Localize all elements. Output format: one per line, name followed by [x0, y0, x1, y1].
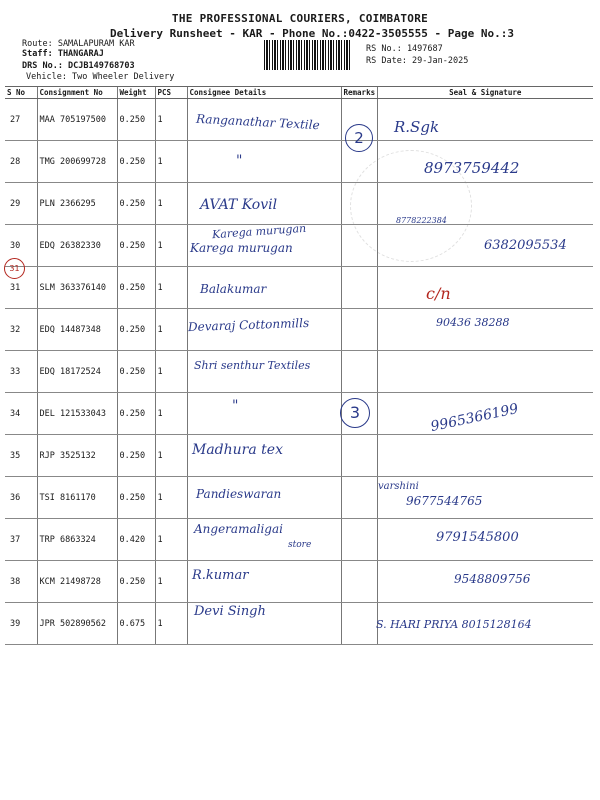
sno: 31 [5, 267, 37, 309]
weight: 0.250 [117, 267, 155, 309]
col-remarks: Remarks [341, 87, 377, 99]
phone-28: 8973759442 [424, 159, 520, 177]
company-title: THE PROFESSIONAL COURIERS, COIMBATORE [171, 12, 429, 25]
weight: 0.420 [117, 519, 155, 561]
rs-date: RS Date: 29-Jan-2025 [366, 56, 469, 66]
phone-36: 9677544765 [406, 494, 483, 508]
weight: 0.250 [117, 183, 155, 225]
pcs: 1 [155, 267, 187, 309]
col-weight: Weight [117, 87, 155, 99]
weight: 0.250 [117, 225, 155, 267]
consignment-no: PLN 2366295 [37, 183, 117, 225]
pcs: 1 [155, 183, 187, 225]
consignment-no: JPR 502890562 [37, 603, 117, 645]
pcs: 1 [155, 393, 187, 435]
col-pcs: PCS [155, 87, 187, 99]
consignment-no: KCM 21498728 [37, 561, 117, 603]
hand-consignee-33: Shri senthur Textiles [194, 359, 311, 372]
sno: 35 [5, 435, 37, 477]
drs-label: DRS No.: DCJB149768703 [22, 61, 135, 71]
table-row [5, 435, 593, 477]
pcs: 1 [155, 351, 187, 393]
hand-consignee-27: Ranganathar Textile [195, 111, 321, 133]
sno: 34 [5, 393, 37, 435]
sno: 37 [5, 519, 37, 561]
sno: 27 [5, 99, 37, 141]
phone-32: 90436 38288 [436, 316, 510, 329]
weight: 0.250 [117, 351, 155, 393]
staff-label: Staff: THANGARAJ [22, 49, 104, 59]
hand-consignee-35: Madhura tex [192, 442, 283, 458]
phone-34: 9965366199 [429, 400, 520, 436]
name-36: varshini [378, 481, 419, 492]
sno: 39 [5, 603, 37, 645]
hand-consignee-37b: store [288, 540, 312, 550]
barcode [264, 40, 352, 70]
pcs: 1 [155, 561, 187, 603]
hand-consignee-39: Devi Singh [194, 604, 266, 619]
vehicle-label: Vehicle: Two Wheeler Delivery [26, 72, 175, 82]
rs-number: RS No.: 1497687 [366, 44, 443, 54]
margin-circle-31: 31 [4, 258, 25, 279]
consignment-no: EDQ 26382330 [37, 225, 117, 267]
sno: 33 [5, 351, 37, 393]
consignment-no: EDQ 14487348 [37, 309, 117, 351]
hand-consignee-29: AVAT Kovil [200, 197, 278, 213]
sign-31: c/n [426, 284, 451, 303]
phone-38: 9548809756 [454, 572, 531, 586]
hand-consignee-30a: Karega murugan [211, 221, 307, 242]
pcs: 1 [155, 477, 187, 519]
hand-consignee-34: " [232, 398, 239, 414]
weight: 0.250 [117, 141, 155, 183]
weight: 0.250 [117, 99, 155, 141]
table-row [5, 183, 593, 225]
pcs: 1 [155, 519, 187, 561]
consignment-no: TMG 200699728 [37, 141, 117, 183]
runsheet-title: Delivery Runsheet - KAR - Phone No.:0422-3505555 - Page No.:3 [110, 27, 514, 40]
sno: 30 [5, 225, 37, 267]
phone-37: 9791545800 [436, 530, 519, 545]
table-header [5, 87, 593, 99]
route-label: Route: SAMALAPURAM KAR [22, 39, 135, 49]
weight: 0.250 [117, 309, 155, 351]
weight: 0.250 [117, 435, 155, 477]
phone-30: 6382095534 [484, 238, 567, 253]
table-row [5, 267, 593, 309]
consignment-no: EDQ 18172524 [37, 351, 117, 393]
hand-consignee-32: Devaraj Cottonmills [187, 315, 310, 335]
hand-consignee-28: " [236, 153, 243, 169]
consignment-no: RJP 3525132 [37, 435, 117, 477]
remark-circle-27: 2 [345, 124, 373, 152]
hand-consignee-36: Pandieswaran [196, 487, 282, 501]
sno: 29 [5, 183, 37, 225]
col-signature: Seal & Signature [377, 87, 593, 99]
sno: 32 [5, 309, 37, 351]
consignment-no: TRP 6863324 [37, 519, 117, 561]
consignment-no: TSI 8161170 [37, 477, 117, 519]
weight: 0.250 [117, 477, 155, 519]
consignment-no: SLM 363376140 [37, 267, 117, 309]
sno: 38 [5, 561, 37, 603]
consignment-no: DEL 121533043 [37, 393, 117, 435]
weight: 0.250 [117, 561, 155, 603]
pcs: 1 [155, 99, 187, 141]
pcs: 1 [155, 309, 187, 351]
weight: 0.250 [117, 393, 155, 435]
col-sno: S No [5, 87, 37, 99]
pcs: 1 [155, 603, 187, 645]
sign-39: S. HARI PRIYA 8015128164 [376, 618, 532, 631]
consignment-no: MAA 705197500 [37, 99, 117, 141]
sno: 36 [5, 477, 37, 519]
col-consignee: Consignee Details [187, 87, 341, 99]
sign-27: R.Sgk [394, 118, 440, 136]
pcs: 1 [155, 435, 187, 477]
hand-consignee-38: R.kumar [192, 568, 249, 583]
col-consignment: Consignment No [37, 87, 117, 99]
hand-consignee-31: Balakumar [200, 282, 267, 296]
phone-30-small: 8778222384 [396, 216, 447, 225]
pcs: 1 [155, 141, 187, 183]
remark-circle-34: 3 [340, 398, 370, 428]
table-row [5, 477, 593, 519]
pcs: 1 [155, 225, 187, 267]
hand-consignee-30b: Karega murugan [190, 241, 293, 255]
hand-consignee-37a: Angeramaligai [194, 522, 283, 536]
weight: 0.675 [117, 603, 155, 645]
sno: 28 [5, 141, 37, 183]
